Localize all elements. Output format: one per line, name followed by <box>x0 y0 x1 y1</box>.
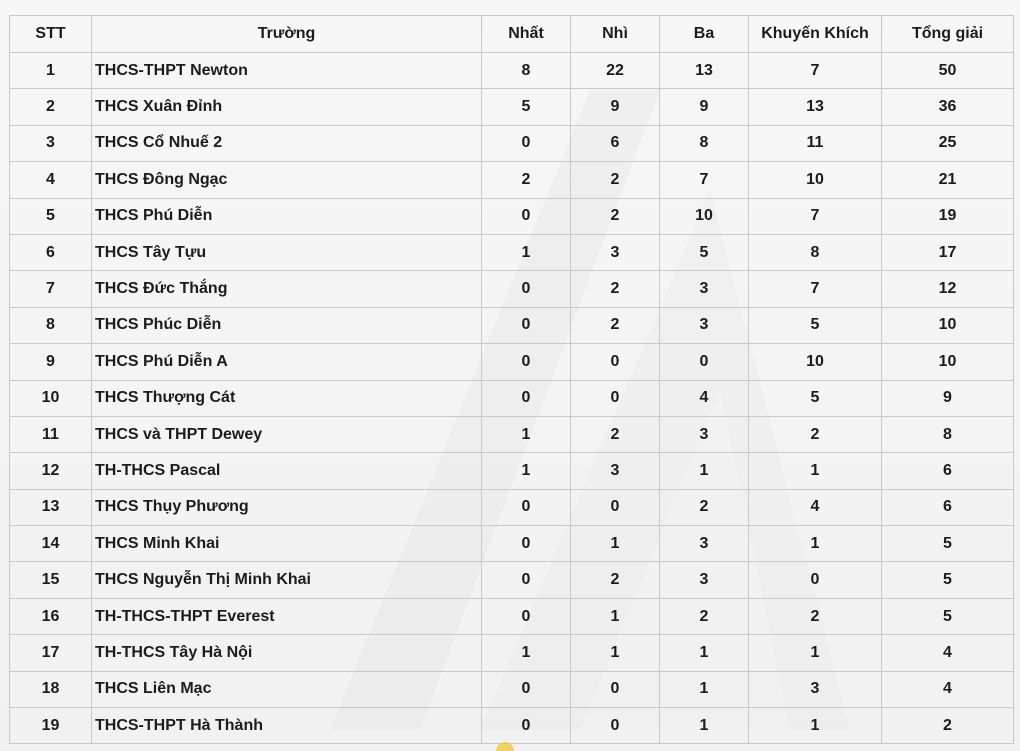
table-row <box>10 271 1014 307</box>
cell-stt: 12 <box>10 453 92 489</box>
cell-second-prize: 2 <box>571 271 660 307</box>
cell-first-prize: 1 <box>482 234 571 270</box>
cell-stt: 5 <box>10 198 92 234</box>
table-row <box>10 125 1014 161</box>
cell-school: THCS Tây Tựu <box>92 234 482 270</box>
cell-school: THCS Đông Ngạc <box>92 162 482 198</box>
table-row <box>10 671 1014 707</box>
cell-school: THCS Minh Khai <box>92 526 482 562</box>
cell-total-prizes: 19 <box>882 198 1014 234</box>
cell-encouragement-prize: 13 <box>749 89 882 125</box>
cell-first-prize: 0 <box>482 344 571 380</box>
header-second-prize: Nhì <box>571 16 660 53</box>
cell-stt: 10 <box>10 380 92 416</box>
cell-first-prize: 0 <box>482 708 571 744</box>
header-encouragement-prize: Khuyến Khích <box>749 16 882 53</box>
table-row <box>10 162 1014 198</box>
cell-second-prize: 3 <box>571 234 660 270</box>
cell-encouragement-prize: 7 <box>749 53 882 89</box>
cell-first-prize: 1 <box>482 453 571 489</box>
cell-encouragement-prize: 0 <box>749 562 882 598</box>
cell-total-prizes: 9 <box>882 380 1014 416</box>
cell-total-prizes: 8 <box>882 416 1014 452</box>
table-row <box>10 198 1014 234</box>
cell-third-prize: 13 <box>660 53 749 89</box>
cell-first-prize: 0 <box>482 380 571 416</box>
cell-total-prizes: 25 <box>882 125 1014 161</box>
cell-third-prize: 1 <box>660 635 749 671</box>
cell-third-prize: 4 <box>660 380 749 416</box>
results-table <box>9 15 1014 744</box>
cell-total-prizes: 36 <box>882 89 1014 125</box>
cell-school: THCS Phú Diễn A <box>92 344 482 380</box>
cell-encouragement-prize: 1 <box>749 526 882 562</box>
cell-first-prize: 0 <box>482 198 571 234</box>
cell-third-prize: 3 <box>660 271 749 307</box>
cell-third-prize: 3 <box>660 562 749 598</box>
cell-stt: 16 <box>10 598 92 634</box>
cell-total-prizes: 4 <box>882 635 1014 671</box>
cell-stt: 6 <box>10 234 92 270</box>
cell-stt: 11 <box>10 416 92 452</box>
cell-total-prizes: 2 <box>882 708 1014 744</box>
table-row <box>10 598 1014 634</box>
table-row <box>10 708 1014 744</box>
cell-stt: 18 <box>10 671 92 707</box>
header-first-prize: Nhất <box>482 16 571 53</box>
cell-total-prizes: 10 <box>882 307 1014 343</box>
cell-third-prize: 3 <box>660 307 749 343</box>
table-row <box>10 416 1014 452</box>
cell-total-prizes: 21 <box>882 162 1014 198</box>
cell-stt: 4 <box>10 162 92 198</box>
cell-school: TH-THCS-THPT Everest <box>92 598 482 634</box>
cell-third-prize: 1 <box>660 671 749 707</box>
cell-school: THCS Nguyễn Thị Minh Khai <box>92 562 482 598</box>
table-row <box>10 53 1014 89</box>
cell-stt: 9 <box>10 344 92 380</box>
cell-second-prize: 2 <box>571 307 660 343</box>
cell-school: THCS Phúc Diễn <box>92 307 482 343</box>
cell-school: THCS-THPT Hà Thành <box>92 708 482 744</box>
cell-first-prize: 0 <box>482 307 571 343</box>
cell-third-prize: 2 <box>660 489 749 525</box>
cell-third-prize: 7 <box>660 162 749 198</box>
cell-school: THCS Phú Diễn <box>92 198 482 234</box>
cell-encouragement-prize: 2 <box>749 416 882 452</box>
cell-school: THCS và THPT Dewey <box>92 416 482 452</box>
cell-third-prize: 3 <box>660 526 749 562</box>
table-body <box>10 53 1014 744</box>
cell-second-prize: 2 <box>571 562 660 598</box>
cell-first-prize: 2 <box>482 162 571 198</box>
cell-encouragement-prize: 3 <box>749 671 882 707</box>
cell-total-prizes: 4 <box>882 671 1014 707</box>
table-row <box>10 89 1014 125</box>
cell-first-prize: 0 <box>482 271 571 307</box>
cell-encouragement-prize: 1 <box>749 453 882 489</box>
cell-first-prize: 0 <box>482 125 571 161</box>
cell-second-prize: 2 <box>571 198 660 234</box>
cell-total-prizes: 17 <box>882 234 1014 270</box>
cell-second-prize: 1 <box>571 635 660 671</box>
cell-third-prize: 9 <box>660 89 749 125</box>
cell-total-prizes: 50 <box>882 53 1014 89</box>
cell-first-prize: 5 <box>482 89 571 125</box>
cell-encouragement-prize: 8 <box>749 234 882 270</box>
cell-third-prize: 3 <box>660 416 749 452</box>
cell-first-prize: 0 <box>482 489 571 525</box>
cell-school: TH-THCS Pascal <box>92 453 482 489</box>
cell-second-prize: 0 <box>571 489 660 525</box>
cell-encouragement-prize: 4 <box>749 489 882 525</box>
table-row <box>10 344 1014 380</box>
table-row <box>10 453 1014 489</box>
cell-second-prize: 2 <box>571 162 660 198</box>
cell-first-prize: 0 <box>482 671 571 707</box>
cell-second-prize: 2 <box>571 416 660 452</box>
cell-school: THCS-THPT Newton <box>92 53 482 89</box>
cell-stt: 1 <box>10 53 92 89</box>
cell-third-prize: 1 <box>660 708 749 744</box>
cell-first-prize: 0 <box>482 526 571 562</box>
cell-stt: 13 <box>10 489 92 525</box>
cell-stt: 7 <box>10 271 92 307</box>
cell-second-prize: 9 <box>571 89 660 125</box>
cell-school: THCS Xuân Đỉnh <box>92 89 482 125</box>
table-row <box>10 635 1014 671</box>
cell-school: THCS Thượng Cát <box>92 380 482 416</box>
cell-school: THCS Thụy Phương <box>92 489 482 525</box>
cell-encouragement-prize: 5 <box>749 307 882 343</box>
header-school: Trường <box>92 16 482 53</box>
cell-school: THCS Đức Thắng <box>92 271 482 307</box>
cell-stt: 14 <box>10 526 92 562</box>
table-row <box>10 562 1014 598</box>
cell-third-prize: 0 <box>660 344 749 380</box>
table-row <box>10 526 1014 562</box>
cell-third-prize: 5 <box>660 234 749 270</box>
cell-third-prize: 2 <box>660 598 749 634</box>
cell-second-prize: 22 <box>571 53 660 89</box>
cell-total-prizes: 12 <box>882 271 1014 307</box>
cell-school: THCS Cổ Nhuế 2 <box>92 125 482 161</box>
cell-total-prizes: 5 <box>882 526 1014 562</box>
cell-total-prizes: 10 <box>882 344 1014 380</box>
cell-encouragement-prize: 1 <box>749 708 882 744</box>
cell-total-prizes: 6 <box>882 489 1014 525</box>
header-total-prizes: Tổng giải <box>882 16 1014 53</box>
table-row <box>10 380 1014 416</box>
cell-encouragement-prize: 1 <box>749 635 882 671</box>
cell-school: THCS Liên Mạc <box>92 671 482 707</box>
cell-total-prizes: 5 <box>882 562 1014 598</box>
cell-second-prize: 0 <box>571 671 660 707</box>
cell-first-prize: 1 <box>482 635 571 671</box>
cell-encouragement-prize: 11 <box>749 125 882 161</box>
cell-stt: 3 <box>10 125 92 161</box>
header-row <box>10 16 1014 53</box>
cell-third-prize: 8 <box>660 125 749 161</box>
cell-stt: 15 <box>10 562 92 598</box>
cell-first-prize: 0 <box>482 598 571 634</box>
cell-stt: 2 <box>10 89 92 125</box>
cell-second-prize: 6 <box>571 125 660 161</box>
cell-stt: 17 <box>10 635 92 671</box>
cell-second-prize: 0 <box>571 708 660 744</box>
cell-third-prize: 10 <box>660 198 749 234</box>
cell-second-prize: 1 <box>571 598 660 634</box>
cell-third-prize: 1 <box>660 453 749 489</box>
cell-encouragement-prize: 10 <box>749 344 882 380</box>
cell-encouragement-prize: 7 <box>749 271 882 307</box>
cell-second-prize: 0 <box>571 380 660 416</box>
cell-total-prizes: 6 <box>882 453 1014 489</box>
cell-second-prize: 3 <box>571 453 660 489</box>
table-row <box>10 234 1014 270</box>
cell-encouragement-prize: 5 <box>749 380 882 416</box>
cell-stt: 19 <box>10 708 92 744</box>
cell-encouragement-prize: 10 <box>749 162 882 198</box>
cell-first-prize: 0 <box>482 562 571 598</box>
cell-encouragement-prize: 7 <box>749 198 882 234</box>
cell-encouragement-prize: 2 <box>749 598 882 634</box>
header-stt: STT <box>10 16 92 53</box>
cell-school: TH-THCS Tây Hà Nội <box>92 635 482 671</box>
table-row <box>10 489 1014 525</box>
cell-first-prize: 1 <box>482 416 571 452</box>
header-third-prize: Ba <box>660 16 749 53</box>
cell-second-prize: 0 <box>571 344 660 380</box>
table-row <box>10 307 1014 343</box>
cell-total-prizes: 5 <box>882 598 1014 634</box>
cell-second-prize: 1 <box>571 526 660 562</box>
cell-stt: 8 <box>10 307 92 343</box>
cell-first-prize: 8 <box>482 53 571 89</box>
